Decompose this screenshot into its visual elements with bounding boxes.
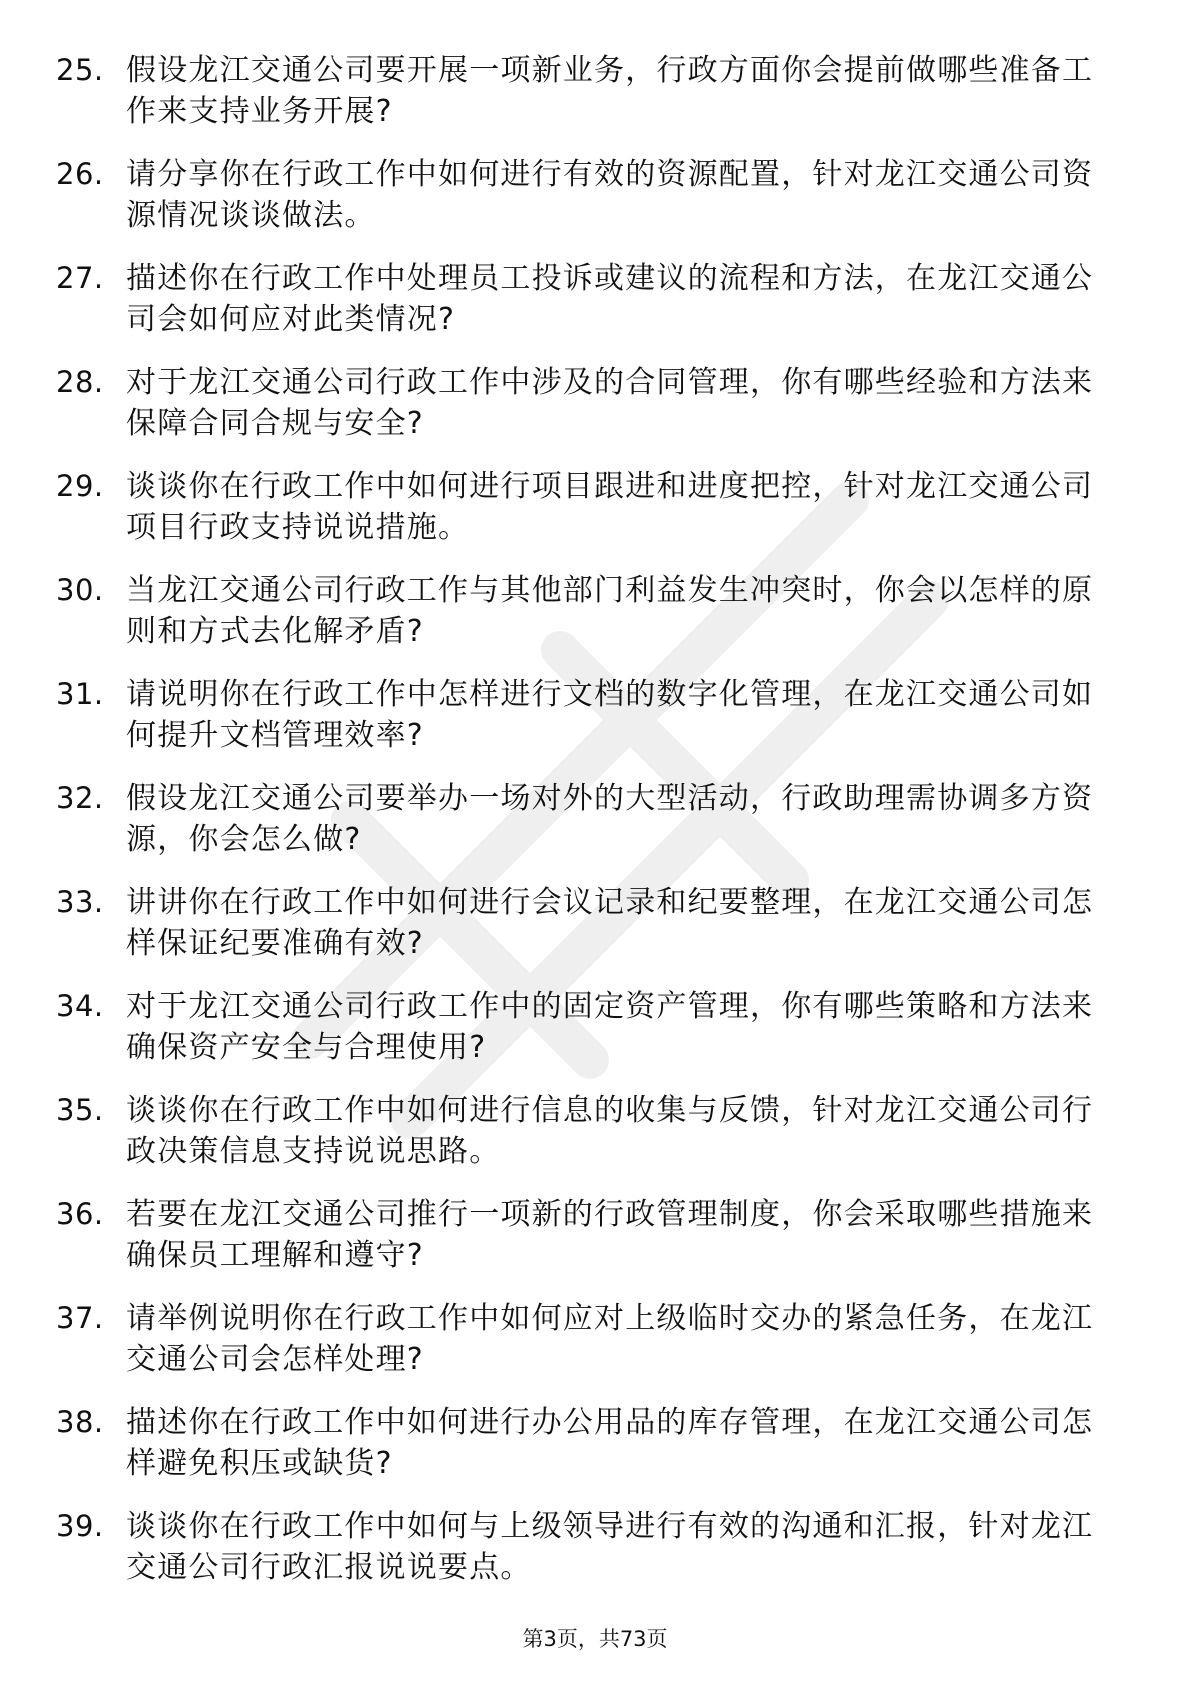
question-text: 对于龙江交通公司行政工作中的固定资产管理，你有哪些策略和方法来确保资产安全与合理使用? <box>126 989 1094 1065</box>
question-text: 当龙江交通公司行政工作与其他部门利益发生冲突时，你会以怎样的原则和方式去化解矛盾? <box>126 573 1094 649</box>
question-number: 34. <box>56 989 104 1023</box>
list-item <box>56 674 1116 778</box>
page-number: 第3页，共73页 <box>522 1627 668 1651</box>
list-item <box>56 154 1116 258</box>
list-item <box>56 778 1116 882</box>
question-text: 描述你在行政工作中如何进行办公用品的库存管理，在龙江交通公司怎样避免积压或缺货? <box>126 1405 1094 1481</box>
question-number: 28. <box>56 365 104 399</box>
list-item <box>56 1298 1116 1402</box>
question-number: 27. <box>56 261 104 295</box>
list-item <box>56 986 1116 1090</box>
list-item <box>56 1090 1116 1194</box>
question-list <box>56 50 1116 1610</box>
list-item <box>56 570 1116 674</box>
question-text: 谈谈你在行政工作中如何进行信息的收集与反馈，针对龙江交通公司行政决策信息支持说说思路。 <box>126 1093 1094 1169</box>
list-item <box>56 362 1116 466</box>
question-text: 谈谈你在行政工作中如何与上级领导进行有效的沟通和汇报，针对龙江交通公司行政汇报说说要点。 <box>126 1509 1094 1585</box>
question-number: 35. <box>56 1093 104 1127</box>
question-number: 25. <box>56 53 104 87</box>
question-number: 31. <box>56 677 104 711</box>
question-text: 请说明你在行政工作中怎样进行文档的数字化管理，在龙江交通公司如何提升文档管理效率? <box>126 677 1094 753</box>
question-number: 39. <box>56 1509 104 1543</box>
list-item <box>56 1194 1116 1298</box>
list-item <box>56 258 1116 362</box>
question-number: 37. <box>56 1301 104 1335</box>
question-number: 38. <box>56 1405 104 1439</box>
question-text: 假设龙江交通公司要开展一项新业务，行政方面你会提前做哪些准备工作来支持业务开展? <box>126 53 1094 129</box>
list-item <box>56 466 1116 570</box>
question-text: 请举例说明你在行政工作中如何应对上级临时交办的紧急任务，在龙江交通公司会怎样处理? <box>126 1301 1094 1377</box>
question-text: 讲讲你在行政工作中如何进行会议记录和纪要整理，在龙江交通公司怎样保证纪要准确有效? <box>126 885 1094 961</box>
question-text: 描述你在行政工作中处理员工投诉或建议的流程和方法，在龙江交通公司会如何应对此类情况? <box>126 261 1094 337</box>
question-text: 若要在龙江交通公司推行一项新的行政管理制度，你会采取哪些措施来确保员工理解和遵守? <box>126 1197 1094 1273</box>
list-item <box>56 882 1116 986</box>
list-item <box>56 1506 1116 1610</box>
question-number: 26. <box>56 157 104 191</box>
list-item <box>56 50 1116 154</box>
question-number: 30. <box>56 573 104 607</box>
question-text: 谈谈你在行政工作中如何进行项目跟进和进度把控，针对龙江交通公司项目行政支持说说措施。 <box>126 469 1094 545</box>
question-number: 33. <box>56 885 104 919</box>
question-number: 32. <box>56 781 104 815</box>
list-item <box>56 1402 1116 1506</box>
question-number: 36. <box>56 1197 104 1231</box>
question-text: 对于龙江交通公司行政工作中涉及的合同管理，你有哪些经验和方法来保障合同合规与安全? <box>126 365 1094 441</box>
question-text: 请分享你在行政工作中如何进行有效的资源配置，针对龙江交通公司资源情况谈谈做法。 <box>126 157 1094 233</box>
question-text: 假设龙江交通公司要举办一场对外的大型活动，行政助理需协调多方资源，你会怎么做? <box>126 781 1094 857</box>
question-number: 29. <box>56 469 104 503</box>
